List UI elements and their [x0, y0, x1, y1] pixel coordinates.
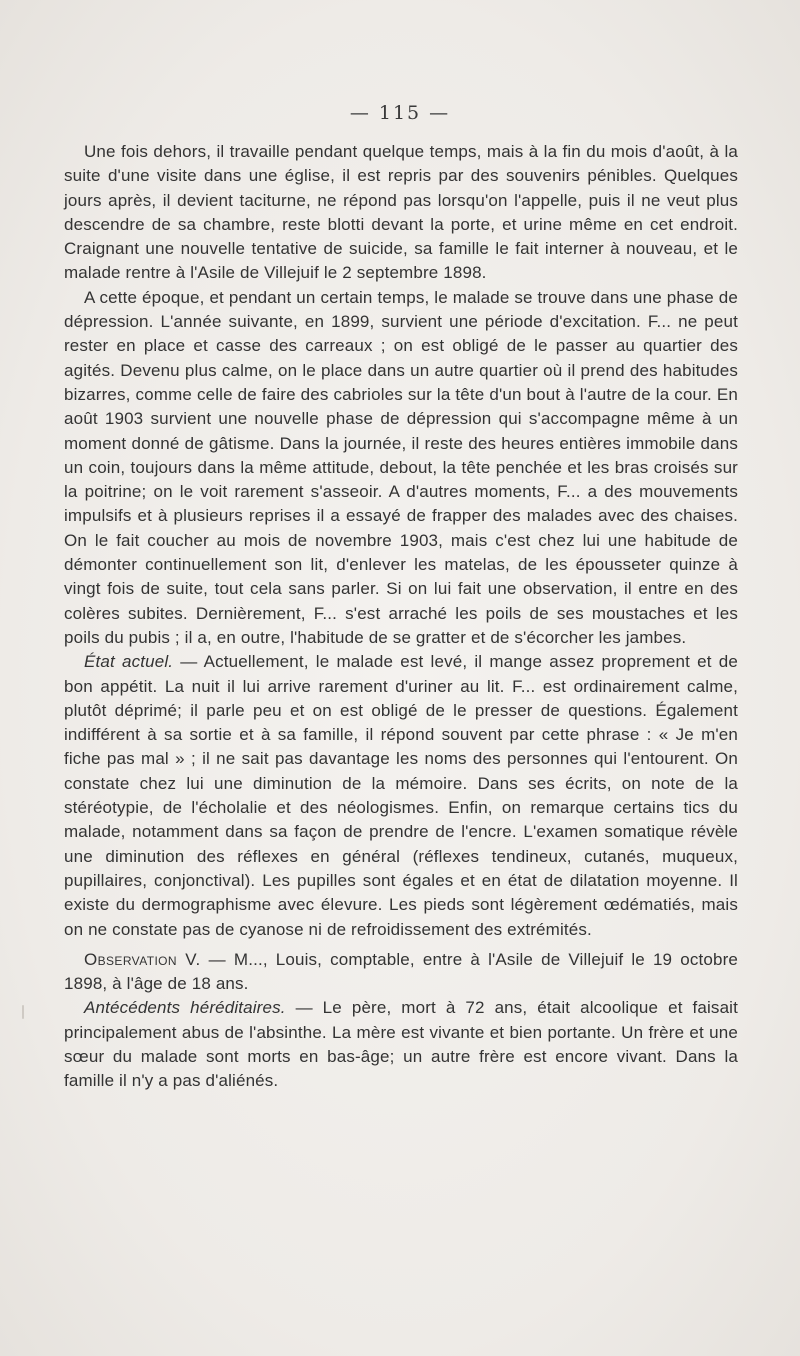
paragraph-observation-v-text: — M..., Louis, comptable, entre à l'Asile de Villejuif le 19 octobre 1898, à l'âge de 18 ans.: [64, 949, 738, 994]
paragraph-2: A cette époque, et pendant un certain temps, le malade se trouve dans une phase de dépression. L'année suivante, en 1899, survient une période d'excitation. F... ne peut rester en place et casse des carreaux ; on est obligé de le passer au quartier des agités. Devenu plus calme, on le place dans un autre quartier où il prend des habitudes bizarres, comme celle de faire des cabrioles sur la tête d'un bout à l'autre de la cour. En août 1903 survient une nouvelle phase de dépression qui s'accompagne même à un moment donné de gâtisme. Dans la journée, il reste des heures entières immobile dans un coin, toujours dans la même attitude, debout, la tête penchée et les bras croisés sur la poitrine; on le voit rarement s'asseoir. A d'autres moments, F... a des mouvements impulsifs et à plusieurs reprises il a essayé de frapper des malades avec des chaises. On le fait coucher au mois de novembre 1903, mais c'est chez lui une habitude de démonter continuellement son lit, d'enlever les matelas, de les épousseter quinze à vingt fois de suite, tout cela sans parler. Si on lui fait une observation, il entre en des colères subites. Dernièrement, F... s'est arraché les poils de ses moustaches et les poils du pubis ; il a, en outre, l'habitude de se gratter et de s'écorcher les jambes.: [64, 287, 738, 647]
paragraph-etat-actuel-text: — Actuellement, le malade est levé, il mange assez proprement et de bon appétit. La nuit il lui arrive rarement d'uriner au lit. F... est ordinairement calme, plutôt déprimé; il parle peu et on est obligé de le presser de questions. Également indifférent à sa sortie et à sa famille, il répond souvent par cette phrase : « Je m'en fiche pas mal » ; il ne sait pas davantage les noms des personnes qui l'entourent. On constate chez lui une diminution de la mémoire. Dans ses écrits, on note de la stéréotypie, de l'écholalie et des néologismes. Enfin, on remarque certains tics du malade, notamment dans sa façon de prendre de l'encre. L'examen somatique révèle une diminution des réflexes en général (réflexes tendineux, cutanés, muqueux, pupillaires, conjonctival). Les pupilles sont égales et en état de dilatation moyenne. Il existe du dermographisme avec élevure. Les pieds sont légèrement œdématiés, mais on ne constate pas de cyanose ni de refroidissement des extrémités.: [64, 652, 738, 939]
paragraph-observation-v: [64, 948, 738, 997]
paragraph-etat-actuel: [64, 650, 738, 942]
paragraph-1: Une fois dehors, il travaille pendant quelque temps, mais à la fin du mois d'août, à la suite d'une visite dans une église, il est repris par des souvenirs pénibles. Quelques jours après, il devient taciturne, ne répond pas lorsqu'on l'appelle, puis il ne veut plus descendre de sa chambre, reste blotti devant la porte, et urine même en cet endroit. Craignant une nouvelle tentative de suicide, sa famille le fait interner à nouveau, et le malade rentre à l'Asile de Villejuif le 2 septembre 1898.: [64, 142, 738, 283]
paper-mark: [22, 1005, 24, 1019]
observation-heading: Observation V.: [84, 949, 201, 969]
page-body: [64, 140, 738, 1094]
paragraph-antecedents: [64, 996, 738, 1093]
section-lead-etat-actuel: État actuel.: [84, 652, 174, 672]
section-lead-antecedents: Antécédents héréditaires.: [84, 998, 286, 1018]
page-number: — 115 —: [349, 102, 451, 124]
paragraph-antecedents-text: — Le père, mort à 72 ans, était alcoolique et faisait principalement abus de l'absinthe. La mère est vivante et bien portante. Un frère et une sœur du malade sont morts en bas-âge; un autre frère est encore vivant. Dans la famille il n'y a pas d'aliénés.: [64, 998, 738, 1091]
